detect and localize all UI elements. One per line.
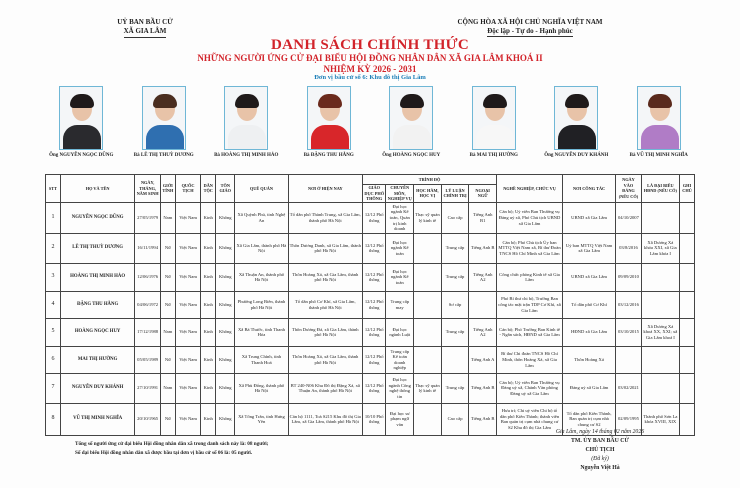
cell-note xyxy=(680,373,695,403)
signing-org: TM. ỦY BAN BẦU CỬ xyxy=(570,438,630,444)
cell-language: Tiếng Anh B xyxy=(469,233,497,263)
col-occupation: NGHỀ NGHIỆP, CHỨC VỤ xyxy=(497,175,563,203)
col-residence: NƠI Ở HIỆN NAY xyxy=(288,175,362,203)
cell-residence: Tổ dân phố Thành Trung, xã Gia Lâm, thành phố Hà Nội xyxy=(288,202,362,233)
cell-specialty: Đại học ngành Kế toán xyxy=(386,233,414,263)
portrait-body xyxy=(146,125,184,150)
cell-residence: Thôn Dương Đá, xã Gia Lâm, thành phố Hà Nội xyxy=(288,318,362,346)
cell-workplace: Tổ dân phố Kiên Thành, Ban quản trị cụm nhà chung cư S2 xyxy=(562,403,615,435)
cell-workplace: HĐND xã Gia Lâm xyxy=(562,318,615,346)
col-religion: TÔN GIÁO xyxy=(216,175,235,203)
cell-degree xyxy=(414,403,442,435)
cell-degree: Thạc sỹ quản lý kinh tế xyxy=(414,202,442,233)
portrait-photo xyxy=(472,86,516,150)
document-title: DANH SÁCH CHÍNH THỨC xyxy=(270,37,470,53)
cell-dob: 27/05/1979 xyxy=(135,202,161,233)
cell-general-edu: 10/10 Phổ thông xyxy=(363,403,386,435)
cell-stt: 3 xyxy=(46,263,61,291)
cell-political: Trung cấp xyxy=(441,318,469,346)
cell-gender: Nữ xyxy=(160,403,175,435)
cell-workplace: UBND xã Gia Lâm xyxy=(562,202,615,233)
cell-residence: Thôn Hoàng Xá, xã Gia Lâm, thành phố Hà Nội xyxy=(288,263,362,291)
cell-party-date xyxy=(616,346,642,373)
cell-workplace: Tổ dân phố Cơ Khí xyxy=(562,291,615,318)
signer-position: CHỦ TỊCH xyxy=(585,447,615,453)
cell-hometown: Xã Phù Đổng, thành phố Hà Nội xyxy=(235,373,288,403)
cell-nationality: Việt Nam xyxy=(175,263,201,291)
cell-specialty: Đại học ngành Kế toán, Quản trị kinh doanh xyxy=(386,202,414,233)
col-hometown: QUÊ QUÁN xyxy=(235,175,288,203)
cell-party-date: 03/8/2016 xyxy=(616,233,642,263)
portrait-photo xyxy=(307,86,351,150)
cell-political: Cao cấp xyxy=(441,403,469,435)
cell-ethnicity: Kinh xyxy=(201,263,216,291)
cell-ethnicity: Kinh xyxy=(201,233,216,263)
cell-residence: Tổ dân phố Cơ Khí, xã Gia Lâm, thành phố Hà Nội xyxy=(288,291,362,318)
cell-workplace: Thôn Hoàng Xá xyxy=(562,346,615,373)
candidate-photo-card xyxy=(618,86,701,170)
cell-specialty: Đại học ngành Công nghệ thông tin xyxy=(386,373,414,403)
cell-religion: Không xyxy=(216,318,235,346)
cell-nationality: Việt Nam xyxy=(175,202,201,233)
authority-line1: UỶ BAN BẦU CỬ xyxy=(117,18,173,26)
cell-specialty: Đại học sư phạm ngữ văn xyxy=(386,403,414,435)
cell-delegate xyxy=(641,373,679,403)
portrait-body xyxy=(311,125,349,150)
col-name: HỌ VÀ TÊN xyxy=(60,175,134,203)
col-dob: NGÀY, THÁNG, NĂM SINH xyxy=(135,175,161,203)
candidate-photo-card xyxy=(535,86,618,170)
col-gender: GIỚI TÍNH xyxy=(160,175,175,203)
cell-gender: Nữ xyxy=(160,291,175,318)
cell-workplace: UBND xã Gia Lâm xyxy=(562,263,615,291)
cell-note xyxy=(680,202,695,233)
place-date: Gia Lâm, ngày 14 tháng 02 năm 2026 xyxy=(555,429,645,435)
cell-party-date: 09/09/2010 xyxy=(616,263,642,291)
cell-name: NGUYỄN DUY KHÁNH xyxy=(60,373,134,403)
cell-degree xyxy=(414,346,442,373)
signature-block xyxy=(520,428,680,473)
cell-dob: 16/11/1994 xyxy=(135,233,161,263)
cell-general-edu: 12/12 Phổ thông xyxy=(363,233,386,263)
cell-dob: 17/12/1988 xyxy=(135,318,161,346)
cell-specialty: Đại học ngành Luật xyxy=(386,318,414,346)
cell-hometown: Phường Long Biên, thành phố Hà Nội xyxy=(235,291,288,318)
portrait-hair xyxy=(400,94,424,108)
cell-stt: 5 xyxy=(46,318,61,346)
cell-degree xyxy=(414,233,442,263)
cell-occupation: Công chức phòng Kinh tế xã Gia Lâm xyxy=(497,263,563,291)
cell-degree xyxy=(414,318,442,346)
table-row xyxy=(46,233,695,263)
cell-nationality: Việt Nam xyxy=(175,233,201,263)
photo-caption: Bà LÊ THỊ THUỲ DƯƠNG xyxy=(133,153,194,158)
cell-gender: Nam xyxy=(160,202,175,233)
cell-occupation: Bí thư Chi đoàn TNCS Hồ Chí Minh, thôn Hoàng Xá, xã Gia Lâm xyxy=(497,346,563,373)
col-general-edu: GIÁO DỤC PHỔ THÔNG xyxy=(364,185,385,202)
cell-language xyxy=(469,291,497,318)
col-workplace: NƠI CÔNG TÁC xyxy=(562,175,615,203)
cell-residence: Thôn Dương Danh, xã Gia Lâm, thành phố Hà Nội xyxy=(288,233,362,263)
summary xyxy=(75,440,268,458)
cell-hometown: Xã Quỳnh Phú, tỉnh Nghệ An xyxy=(235,202,288,233)
cell-delegate xyxy=(641,263,679,291)
cell-delegate: Thành phố Sơn La khóa XVIII, XIX xyxy=(641,403,679,435)
cell-workplace: Uỷ ban MTTQ Việt Nam xã Gia Lâm xyxy=(562,233,615,263)
cell-ethnicity: Kinh xyxy=(201,291,216,318)
col-delegate: LÀ ĐẠI BIỂU HĐND (NẾU CÓ) xyxy=(641,175,679,203)
country-name: CỘNG HÒA XÃ HỘI CHỦ NGHĨA VIỆT NAM xyxy=(457,18,603,26)
cell-stt: 2 xyxy=(46,233,61,263)
cell-religion: Không xyxy=(216,346,235,373)
portrait-hair xyxy=(648,94,672,108)
cell-political: Trung cấp xyxy=(441,233,469,263)
portrait-body xyxy=(558,125,596,150)
cell-nationality: Việt Nam xyxy=(175,318,201,346)
cell-stt: 4 xyxy=(46,291,61,318)
cell-language: Tiếng Anh A2 xyxy=(469,318,497,346)
cell-hometown: Xã Tống Trân, tỉnh Hưng Yên xyxy=(235,403,288,435)
photo-caption: Bà VŨ THỊ MINH NGHĨA xyxy=(629,153,688,158)
cell-general-edu: 12/12 Phổ thông xyxy=(363,291,386,318)
portrait-hair xyxy=(70,94,94,108)
authority-line2: XÃ GIA LÂM xyxy=(124,27,167,38)
portrait-hair xyxy=(483,94,507,108)
cell-name: HOÀNG THỊ MINH HẢO xyxy=(60,263,134,291)
cell-party-date: 03/12/2016 xyxy=(616,291,642,318)
table-row xyxy=(46,346,695,373)
col-specialty: CHUYÊN MÔN, NGHIỆP VỤ xyxy=(387,185,412,202)
cell-name: LÊ THỊ THUỲ DƯƠNG xyxy=(60,233,134,263)
portrait-photo xyxy=(554,86,598,150)
cell-ethnicity: Kinh xyxy=(201,346,216,373)
cell-note xyxy=(680,403,695,435)
cell-nationality: Việt Nam xyxy=(175,373,201,403)
cell-name: VŨ THỊ MINH NGHĨA xyxy=(60,403,134,435)
photo-caption: Ông HOÀNG NGỌC HUY xyxy=(382,153,441,158)
summary-seats: Số đại biểu Hội đồng nhân dân xã được bầu tại đơn vị bầu cử số 06 là: 05 người. xyxy=(75,450,253,456)
col-party-date: NGÀY VÀO ĐẢNG (NẾU CÓ) xyxy=(616,175,642,203)
motto: Độc lập - Tự do - Hạnh phúc xyxy=(487,27,573,35)
cell-specialty: Đại học ngành Kế toán xyxy=(386,263,414,291)
candidate-photo-card xyxy=(288,86,371,170)
cell-name: NGUYỄN NGỌC DŨNG xyxy=(60,202,134,233)
cell-religion: Không xyxy=(216,263,235,291)
cell-political: Cao cấp xyxy=(441,202,469,233)
cell-ethnicity: Kinh xyxy=(201,403,216,435)
portrait-photo xyxy=(224,86,268,150)
cell-note xyxy=(680,346,695,373)
col-education-group: TRÌNH ĐỘ xyxy=(363,175,497,185)
cell-hometown: Xã Gia Lâm, thành phố Hà Nội xyxy=(235,233,288,263)
cell-note xyxy=(680,291,695,318)
photo-caption: Ông NGUYỄN NGỌC DŨNG xyxy=(49,153,114,158)
cell-stt: 1 xyxy=(46,202,61,233)
portrait-hair xyxy=(318,94,342,108)
table-row xyxy=(46,291,695,318)
portrait-hair xyxy=(565,94,589,108)
cell-political: Trung cấp xyxy=(441,373,469,403)
cell-nationality: Việt Nam xyxy=(175,291,201,318)
cell-general-edu: 12/12 Phổ thông xyxy=(363,373,386,403)
portrait-photo xyxy=(142,86,186,150)
portrait-body xyxy=(641,125,679,150)
summary-total: Tổng số người ứng cử đại biểu Hội đồng nhân dân xã trong danh sách này là: 08 người; xyxy=(75,441,269,447)
cell-occupation: Cán bộ; Uỷ viên Ban Thường vụ Đảng uỷ xã, Phó Chủ tịch UBND xã Gia Lâm xyxy=(497,202,563,233)
table-row xyxy=(46,373,695,403)
cell-note xyxy=(680,263,695,291)
cell-degree xyxy=(414,263,442,291)
cell-language: Tiếng Anh A xyxy=(469,346,497,373)
cell-language: Tiếng Anh B1 xyxy=(469,202,497,233)
cell-hometown: Xã Thuận An, thành phố Hà Nội xyxy=(235,263,288,291)
cell-gender: Nam xyxy=(160,373,175,403)
photo-caption: Bà HOÀNG THỊ MINH HẢO xyxy=(214,153,279,158)
cell-language: Tiếng Anh B xyxy=(469,373,497,403)
col-language: NGOẠI NGỮ xyxy=(469,185,497,203)
cell-occupation: Cán bộ; Phó Chủ tịch Ủy ban MTTQ Việt Nam xã, Bí thư Đoàn TNCS Hồ Chí Minh xã Gia Lâm xyxy=(497,233,563,263)
cell-political xyxy=(441,346,469,373)
cell-delegate xyxy=(641,202,679,233)
cell-party-date: 02/09/1995 xyxy=(616,403,642,435)
cell-dob: 20/10/1965 xyxy=(135,403,161,435)
col-degree: HỌC HÀM, HỌC VỊ xyxy=(414,185,442,203)
cell-religion: Không xyxy=(216,291,235,318)
cell-political: Sơ cấp xyxy=(441,291,469,318)
cell-party-date: 03/10/2015 xyxy=(616,318,642,346)
candidate-photo-card xyxy=(123,86,206,170)
cell-dob: 04/06/1972 xyxy=(135,291,161,318)
cell-delegate: Xã Dương Xá khoá XX, XXI; xã Gia Lâm khoá I xyxy=(641,318,679,346)
cell-gender: Nữ xyxy=(160,233,175,263)
cell-stt: 7 xyxy=(46,373,61,403)
cell-nationality: Việt Nam xyxy=(175,346,201,373)
table-row xyxy=(46,202,695,233)
portrait-body xyxy=(476,125,514,150)
electoral-unit: Đơn vị bầu cử số 6: Khu đô thị Gia Lâm xyxy=(314,74,426,81)
cell-language: Tiếng Anh A2 xyxy=(469,263,497,291)
portrait-hair xyxy=(235,94,259,108)
issuing-authority xyxy=(95,18,195,38)
cell-general-edu: 12/12 Phổ thông xyxy=(363,263,386,291)
term: NHIỆM KỲ 2026 - 2031 xyxy=(323,64,417,74)
cell-dob: 27/10/1991 xyxy=(135,373,161,403)
cell-residence: Căn hộ 1111, Toà S215 Khu đô thị Gia Lâm, xã Gia Lâm, thành phố Hà Nội xyxy=(288,403,362,435)
candidate-rows xyxy=(46,202,695,435)
cell-note xyxy=(680,318,695,346)
cell-religion: Không xyxy=(216,373,235,403)
cell-ethnicity: Kinh xyxy=(201,202,216,233)
cell-party-date: 03/02/2021 xyxy=(616,373,642,403)
cell-religion: Không xyxy=(216,202,235,233)
cell-name: ĐẶNG THU HẰNG xyxy=(60,291,134,318)
document-subtitle: NHỮNG NGƯỜI ỨNG CỬ ĐẠI BIỂU HỘI ĐỒNG NHÂN DÂN XÃ GIA LÂM KHOÁ II xyxy=(197,53,543,63)
col-political: LÝ LUẬN CHÍNH TRỊ xyxy=(441,185,469,203)
cell-degree xyxy=(414,291,442,318)
portrait-photo xyxy=(637,86,681,150)
cell-occupation: Hưu trí; Chi uỷ viên Chi bộ tổ dân phố Kiên Thành; thành viên Ban quản trị cụm nhà chung cư S2 Khu đô thị Gia Lâm xyxy=(497,403,563,435)
cell-note xyxy=(680,233,695,263)
cell-occupation: Phó Bí thư chi bộ, Trưởng Ban công tác mặt trận TDP Cơ Khí, xã Gia Lâm xyxy=(497,291,563,318)
cell-general-edu: 12/12 Phổ thông xyxy=(363,202,386,233)
portrait-body xyxy=(393,125,431,150)
cell-ethnicity: Kinh xyxy=(201,318,216,346)
cell-general-edu: 12/12 Phổ thông xyxy=(363,318,386,346)
col-stt: STT xyxy=(46,175,61,203)
cell-delegate: Xã Dương Xá khóa XXI, xã Gia Lâm khóa I xyxy=(641,233,679,263)
signer-name: Nguyễn Việt Hà xyxy=(580,465,620,471)
candidate-photo-card xyxy=(205,86,288,170)
signed-note: (Đã ký) xyxy=(591,456,609,462)
cell-religion: Không xyxy=(216,233,235,263)
col-ethnicity: DÂN TỘC xyxy=(201,175,216,203)
cell-hometown: Xã Bá Thước, tỉnh Thanh Hóa xyxy=(235,318,288,346)
cell-ethnicity: Kinh xyxy=(201,373,216,403)
cell-delegate xyxy=(641,291,679,318)
cell-residence: BT 240-N06 Khu Đô thị Đặng Xá, xã Thuận An, thành phố Hà Nội xyxy=(288,373,362,403)
cell-religion: Không xyxy=(216,403,235,435)
portrait-hair xyxy=(153,94,177,108)
candidate-photo-card xyxy=(453,86,536,170)
cell-dob: 05/05/1989 xyxy=(135,346,161,373)
cell-residence: Thôn Hoàng Xá, xã Gia Lâm, thành phố Hà Nội xyxy=(288,346,362,373)
cell-specialty: Trung cấp Kế toán doanh nghiệp xyxy=(386,346,414,373)
cell-gender: Nữ xyxy=(160,346,175,373)
photo-caption: Bà MAI THỊ HƯỜNG xyxy=(469,153,518,158)
photo-caption: Bà ĐẶNG THU HẰNG xyxy=(303,153,354,158)
col-note: GHI CHÚ xyxy=(680,175,695,203)
candidate-photo-card xyxy=(40,86,123,170)
cell-party-date: 04/10/2007 xyxy=(616,202,642,233)
cell-workplace: Đảng uỷ xã Gia Lâm xyxy=(562,373,615,403)
cell-gender: Nam xyxy=(160,318,175,346)
cell-occupation: Cán bộ; Uỷ viên Ban Thường vụ Đảng uỷ xã, Chánh Văn phòng Đảng uỷ xã Gia Lâm xyxy=(497,373,563,403)
cell-specialty: Trung cấp may xyxy=(386,291,414,318)
cell-delegate xyxy=(641,346,679,373)
cell-general-edu: 12/12 Phổ thông xyxy=(363,346,386,373)
cell-language: Tiếng Anh B xyxy=(469,403,497,435)
portrait-body xyxy=(63,125,101,150)
portrait-body xyxy=(228,125,266,150)
cell-stt: 6 xyxy=(46,346,61,373)
cell-stt: 8 xyxy=(46,403,61,435)
cell-name: MAI THỊ HƯỜNG xyxy=(60,346,134,373)
table-row xyxy=(46,318,695,346)
portrait-photo xyxy=(59,86,103,150)
national-motto xyxy=(450,18,610,37)
candidate-photos xyxy=(40,86,700,170)
cell-degree: Thạc sỹ quản lý kinh tế xyxy=(414,373,442,403)
table-row xyxy=(46,263,695,291)
cell-nationality: Việt Nam xyxy=(175,403,201,435)
cell-name: HOÀNG NGỌC HUY xyxy=(60,318,134,346)
cell-dob: 12/06/1976 xyxy=(135,263,161,291)
col-nationality: QUỐC TỊCH xyxy=(175,175,201,203)
portrait-photo xyxy=(389,86,433,150)
photo-caption: Ông NGUYỄN DUY KHÁNH xyxy=(544,153,609,158)
cell-occupation: Cán bộ; Phó Trưởng Ban Kinh tế - Ngân sách, HĐND xã Gia Lâm xyxy=(497,318,563,346)
cell-gender: Nữ xyxy=(160,263,175,291)
candidate-table xyxy=(45,174,695,436)
cell-political: Trung cấp xyxy=(441,263,469,291)
cell-hometown: Xã Trung Chính, tỉnh Thanh Hoá xyxy=(235,346,288,373)
candidate-photo-card xyxy=(370,86,453,170)
